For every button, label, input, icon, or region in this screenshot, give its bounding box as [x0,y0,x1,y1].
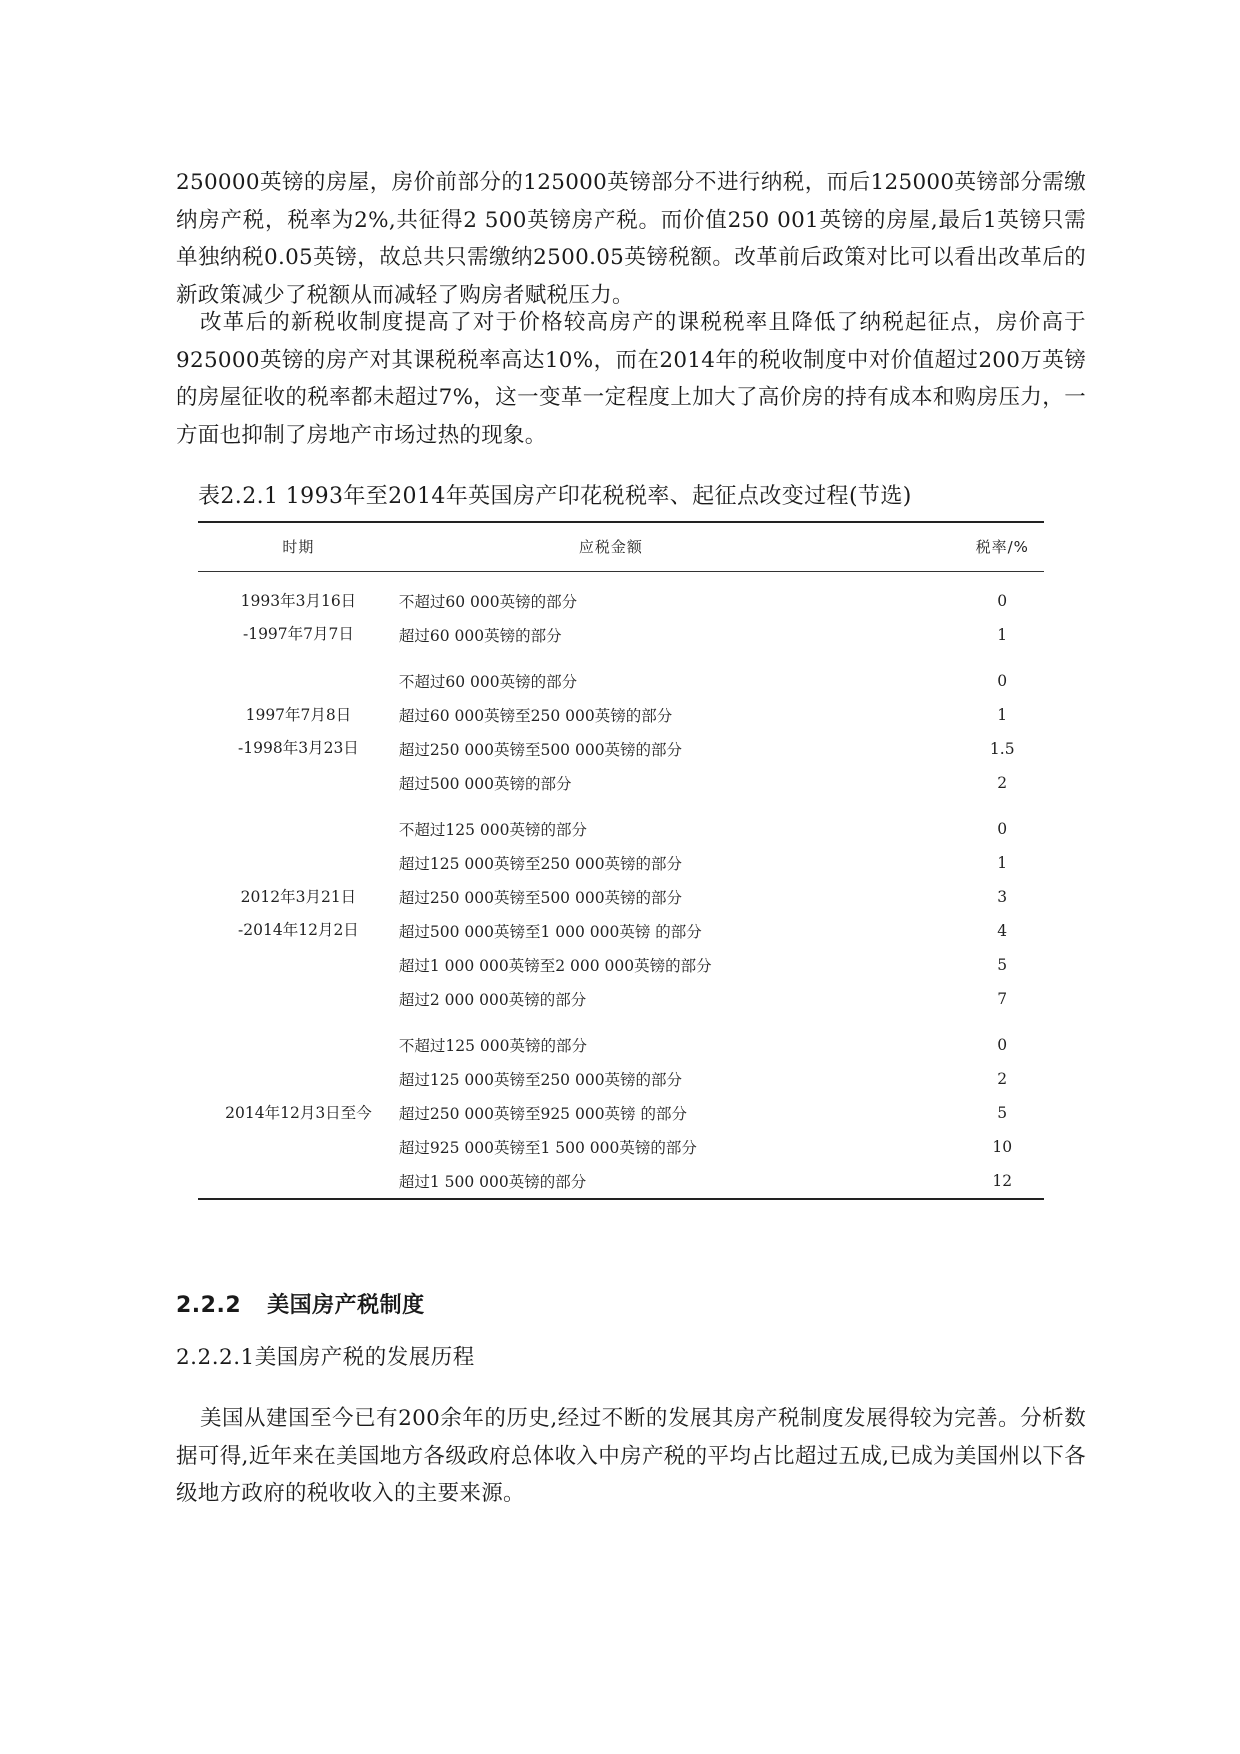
amount-cell: 超过1 000 000英镑至2 000 000英镑的部分 [398,957,712,975]
rate-cell: 1 [997,854,1008,872]
header-period: 时期 [198,521,399,572]
period-cell [198,652,399,800]
tax-rate-table [198,521,1044,1198]
paragraph-reform: 改革后的新税收制度提高了对于价格较高房产的课税税率且降低了纳税起征点，房价高于925000英镑的房产对其课税税率高达10%，而在2014年的税收制度中对价值超过200万英镑的房屋征收的税率都未超过7%，这一变革一定程度上加大了高价房的持有成本和购房压力，一方面也抑制了房地产市场过热的现象。 [176,310,1086,448]
period-start: 2014年12月3日至今 [225,1103,372,1122]
table-row [198,652,1044,698]
amount-cell: 超过125 000英镑至250 000英镑的部分 [398,1071,683,1089]
amount-cell: 超过250 000英镑至500 000英镑的部分 [398,889,683,907]
amount-cell: 超过500 000英镑的部分 [398,775,572,793]
header-amount: 应税金额 [399,521,961,572]
subsection-heading: 2.2.2.1美国房产税的发展历程 [176,1345,475,1370]
amount-cell: 不超过60 000英镑的部分 [398,593,578,611]
period-cell [198,572,399,653]
amount-cell: 超过925 000英镑至1 500 000英镑的部分 [398,1139,697,1157]
paragraph-us-history: 美国从建国至今已有200余年的历史,经过不断的发展其房产税制度发展得较为完善。分析数据可得,近年来在美国地方各级政府总体收入中房产税的平均占比超过五成,已成为美国州以下各级地方政府的税收收入的主要来源。 [176,1406,1086,1506]
table-bottom-rule [198,1198,1044,1200]
rate-cell: 3 [997,888,1008,906]
amount-cell: 超过2 000 000英镑的部分 [398,991,587,1009]
table-row [198,572,1044,619]
period-cell [198,800,399,1016]
amount-cell: 不超过60 000英镑的部分 [398,673,578,691]
rate-cell: 1 [997,626,1008,644]
period-end: -1997年7月7日 [242,625,354,643]
rate-cell: 2 [997,1070,1008,1088]
amount-cell: 不超过125 000英镑的部分 [398,821,587,839]
amount-cell: 超过60 000英镑的部分 [398,627,562,645]
amount-cell: 超过1 500 000英镑的部分 [398,1173,587,1191]
rate-cell: 0 [997,672,1008,690]
period-start: 1993年3月16日 [240,592,357,610]
table-row [198,800,1044,846]
period-start: 2012年3月21日 [240,888,357,906]
rate-cell: 10 [992,1138,1013,1156]
rate-cell: 0 [997,1036,1008,1054]
period-start: 1997年7月8日 [245,706,352,724]
section-title: 美国房产税制度 [267,1293,425,1318]
amount-cell: 不超过125 000英镑的部分 [398,1037,587,1055]
rate-cell: 0 [997,592,1008,610]
rate-cell: 12 [992,1172,1013,1190]
header-rate: 税率/% [960,521,1044,572]
paragraph-continued: 250000英镑的房屋，房价前部分的125000英镑部分不进行纳税，而后125000英镑部分需缴纳房产税，税率为2%,共征得2 500英镑房产税。而价值250 001英镑的房屋,最后1英镑只需单独纳税0.05英镑，故总共只需缴纳2500.05英镑税额。改革前后政策对比可以看出改革后的新政策减少了税额从而减轻了购房者赋税压力。 [176,170,1086,308]
rate-cell: 4 [997,922,1008,940]
section-number: 2.2.2 [176,1293,242,1318]
rate-cell: 7 [997,990,1008,1008]
rate-cell: 5 [997,1104,1008,1122]
rate-cell: 0 [997,820,1008,838]
table-caption: 表2.2.1 1993年至2014年英国房产印花税税率、起征点改变过程(节选) [198,484,912,509]
table-body [198,572,1044,1199]
section-heading [176,1288,425,1319]
table-top-rule [198,521,1044,523]
table-row [198,1016,1044,1062]
period-end: -1998年3月23日 [238,739,359,757]
rate-cell: 5 [997,956,1008,974]
amount-cell: 超过60 000英镑至250 000英镑的部分 [398,707,673,725]
rate-cell: 1 [997,706,1008,724]
period-cell [198,1016,399,1198]
amount-cell: 超过500 000英镑至1 000 000英镑 的部分 [398,923,702,941]
amount-cell: 超过125 000英镑至250 000英镑的部分 [398,855,683,873]
period-end: -2014年12月2日 [238,921,359,939]
tax-rate-table-container [198,521,1044,1200]
rate-cell: 2 [997,774,1008,792]
table-header-row [198,521,1044,572]
amount-cell: 超过250 000英镑至925 000英镑 的部分 [398,1105,687,1123]
amount-cell: 超过250 000英镑至500 000英镑的部分 [398,741,683,759]
rate-cell: 1.5 [989,740,1015,758]
